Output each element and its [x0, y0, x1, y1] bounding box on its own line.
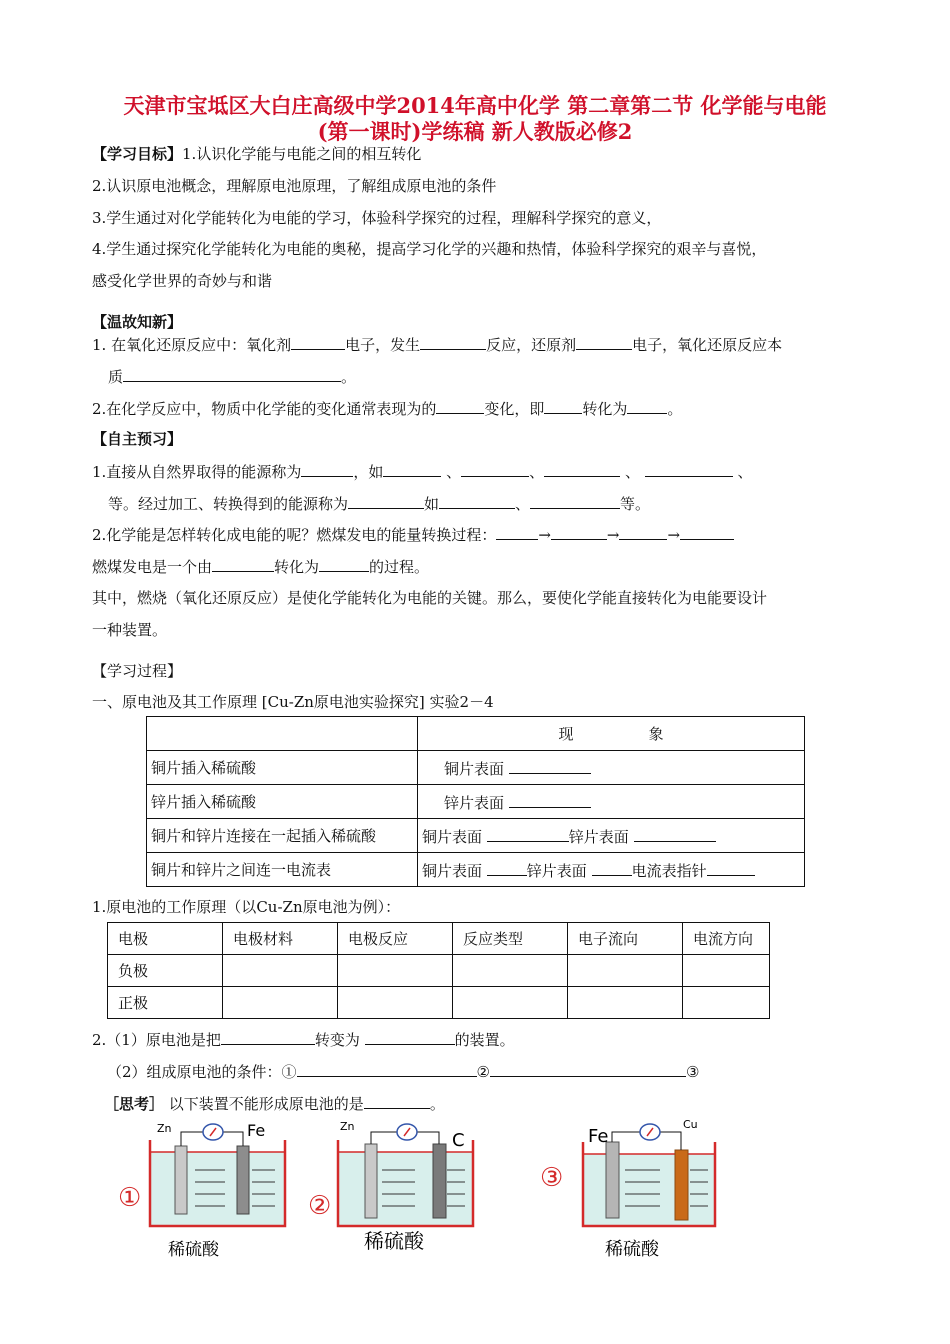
- table-row: [147, 717, 805, 751]
- table-row: [108, 923, 770, 955]
- blank[interactable]: [348, 492, 424, 509]
- preview-q2-text-f: 一种装置。: [92, 621, 168, 639]
- blank[interactable]: [291, 333, 345, 350]
- table-row: [147, 853, 805, 887]
- experiment-table: [146, 716, 805, 887]
- arrow: →: [606, 526, 620, 544]
- question-2-2-text-c: ③: [686, 1063, 700, 1081]
- galvanic-cell-figures: [0, 1110, 950, 1270]
- section-1-title: 一、原电池及其工作原理 [Cu-Zn原电池实验探究] 实验2－4: [92, 693, 494, 711]
- electrode: [237, 1146, 249, 1214]
- blank[interactable]: [509, 757, 591, 774]
- goals-line-1: [92, 143, 421, 165]
- table-cell[interactable]: [568, 955, 683, 987]
- goal-2: 2.认识原电池概念，理解原电池原理，了解组成原电池的条件: [92, 177, 497, 195]
- blank[interactable]: [487, 825, 569, 842]
- figure-3-solution-label: 稀硫酸: [605, 1239, 659, 1260]
- blank[interactable]: [645, 460, 733, 477]
- preview-q2-text-c: 转化为: [274, 558, 320, 576]
- review-q2-text-d: 。: [667, 400, 683, 418]
- title-line-1: 天津市宝坻区大白庄高级中学2014年高中化学 第二章第二节 化学能与电能: [123, 93, 827, 118]
- table-cell[interactable]: [683, 987, 770, 1019]
- principle-heading: 1.原电池的工作原理（以Cu-Zn原电池为例）：: [92, 898, 401, 916]
- preview-q2-text-d: 的过程。: [369, 558, 430, 576]
- figure-3-number: ③: [540, 1163, 564, 1193]
- table-header-cell: 反应类型: [453, 923, 568, 955]
- figure-1: [118, 1121, 285, 1260]
- blank[interactable]: [490, 1060, 686, 1077]
- table-cell: [418, 819, 805, 853]
- table-row: [147, 785, 805, 819]
- figure-1-left-label: Zn: [157, 1122, 172, 1135]
- blank[interactable]: [212, 555, 274, 572]
- table-row: [147, 819, 805, 853]
- arrow: →: [538, 526, 551, 544]
- review-q2-text-b: 变化，即: [484, 400, 545, 418]
- blank[interactable]: [319, 555, 369, 572]
- review-q2-text-c: 转化为: [582, 400, 628, 418]
- preview-q1-cont: [108, 492, 650, 515]
- goals-heading: 【学习目标】: [92, 145, 183, 163]
- figure-2-left-label: Zn: [340, 1120, 355, 1133]
- table-cell: 锌片插入稀硫酸: [147, 785, 418, 819]
- blank[interactable]: [680, 523, 734, 540]
- wire: [223, 1132, 243, 1146]
- table-cell[interactable]: [568, 987, 683, 1019]
- electrolyte: [583, 1154, 715, 1226]
- electrode: [606, 1142, 619, 1218]
- table-cell[interactable]: [223, 955, 338, 987]
- review-q1-cont: [108, 365, 356, 388]
- review-q1-text-e: 质: [108, 368, 124, 386]
- question-2-1-text-b: 转变为: [314, 1031, 360, 1049]
- preview-q1-text-d: 、: [529, 463, 545, 481]
- wire: [660, 1132, 681, 1150]
- review-q1-number: 1.: [92, 336, 107, 354]
- question-2-2-text-b: ②: [476, 1063, 490, 1081]
- preview-q2-text-e: 其中，燃烧（氧化还原反应）是使化学能转化为电能的关键。那么，要使化学能直接转化为电能要设计: [92, 589, 768, 607]
- goal-1: 1.认识化学能与电能之间的相互转化: [182, 145, 422, 163]
- review-q1-text-d: 电子，氧化还原反应本: [632, 336, 783, 354]
- blank[interactable]: [221, 1028, 315, 1045]
- think-end: 。: [429, 1095, 445, 1113]
- goal-3: 3.学生通过对化学能转化为电能的学习，体验科学探究的过程，理解科学探究的意义，: [92, 209, 662, 227]
- goal-4b: 感受化学世界的奇妙与和谐: [92, 272, 273, 290]
- preview-heading: 【自主预习】: [92, 430, 183, 448]
- question-2-2: [107, 1060, 699, 1083]
- table-header-cell: 现 象: [418, 717, 805, 751]
- preview-q1-text-h: 如: [424, 495, 440, 513]
- preview-q2: [92, 523, 734, 546]
- wire: [371, 1132, 397, 1144]
- think-text: 以下装置不能形成原电池的是: [168, 1095, 364, 1113]
- observation-label: 锌片表面: [568, 827, 629, 846]
- goal-4a: 4.学生通过探究化学能转化为电能的奥秘，提高学习化学的兴趣和热情，体验科学探究的艰辛与喜悦，: [92, 240, 767, 258]
- preview-q1-text-e: 、: [624, 463, 640, 481]
- blank[interactable]: [509, 791, 591, 808]
- electrolyte: [338, 1152, 473, 1226]
- table-cell: 铜片插入稀硫酸: [147, 751, 418, 785]
- blank[interactable]: [551, 523, 607, 540]
- observation-label: 铜片表面: [422, 861, 483, 880]
- review-q2-text-a: 2.在化学反应中，物质中化学能的变化通常表现为的: [92, 400, 437, 418]
- table-cell: [418, 853, 805, 887]
- observation-label: 电流表指针: [631, 861, 707, 880]
- preview-q1: [92, 460, 753, 483]
- review-q1-text-a: 在氧化还原反应中：氧化剂: [111, 336, 292, 354]
- blank[interactable]: [627, 397, 667, 414]
- preview-q1-text-c: 、: [446, 463, 462, 481]
- preview-q1-text-f: 、: [737, 463, 753, 481]
- preview-q2-cont: [92, 555, 429, 578]
- blank[interactable]: [461, 460, 529, 477]
- figure-3: [540, 1118, 715, 1260]
- blank[interactable]: [123, 365, 341, 382]
- figure-2-number: ②: [308, 1191, 332, 1221]
- question-2-1-text-a: 2.（1）原电池是把: [92, 1031, 221, 1049]
- blank[interactable]: [544, 460, 620, 477]
- observation-label: 锌片表面: [526, 861, 587, 880]
- table-row: [108, 955, 770, 987]
- table-header-cell: 电子流向: [568, 923, 683, 955]
- blank[interactable]: [436, 397, 484, 414]
- blank[interactable]: [439, 492, 515, 509]
- blank[interactable]: [707, 859, 755, 876]
- figure-1-right-label: Fe: [247, 1121, 266, 1140]
- figure-2: [308, 1120, 473, 1253]
- title-line-2: (第一课时)学练稿 新人教版必修2: [317, 119, 633, 144]
- preview-q1-text-g: 等。经过加工、转换得到的能源称为: [108, 495, 349, 513]
- table-cell: [418, 785, 805, 819]
- table-cell[interactable]: [223, 987, 338, 1019]
- wire: [612, 1132, 640, 1142]
- preview-q1-text-i: 、: [515, 495, 531, 513]
- table-row: [108, 987, 770, 1019]
- table-cell: 铜片和锌片之间连一电流表: [147, 853, 418, 887]
- electrode: [433, 1144, 446, 1218]
- electrode: [365, 1144, 377, 1218]
- blank[interactable]: [297, 1060, 477, 1077]
- blank[interactable]: [592, 859, 632, 876]
- table-header-cell: 电流方向: [683, 923, 770, 955]
- blank[interactable]: [365, 1028, 455, 1045]
- blank[interactable]: [364, 1092, 430, 1109]
- table-cell: [147, 717, 418, 751]
- preview-q2-text-a: 2.化学能是怎样转化成电能的呢？燃煤发电的能量转换过程：: [92, 526, 497, 544]
- table-cell: 铜片和锌片连接在一起插入稀硫酸: [147, 819, 418, 853]
- table-cell: [418, 751, 805, 785]
- table-cell[interactable]: [683, 955, 770, 987]
- electrode-table: [107, 922, 770, 1019]
- question-2-2-text-a: （2）组成原电池的条件：①: [107, 1063, 297, 1081]
- table-cell[interactable]: [453, 987, 568, 1019]
- blank[interactable]: [487, 859, 527, 876]
- figure-2-right-label: C: [452, 1130, 465, 1151]
- blank[interactable]: [576, 333, 632, 350]
- blank[interactable]: [383, 460, 441, 477]
- question-2-1-text-c: 的装置。: [454, 1031, 515, 1049]
- review-q1: [92, 333, 782, 356]
- figure-1-solution-label: 稀硫酸: [168, 1240, 219, 1260]
- figure-3-right-label: Cu: [683, 1118, 698, 1131]
- preview-q1-text-b: ，如: [353, 463, 384, 481]
- preview-q1-text-a: 1.直接从自然界取得的能源称为: [92, 463, 302, 481]
- process-heading: 【学习过程】: [92, 662, 183, 680]
- table-header-cell: 电极反应: [338, 923, 453, 955]
- observation-label: 铜片表面: [422, 827, 483, 846]
- table-cell[interactable]: [453, 955, 568, 987]
- preview-q1-text-j: 等。: [620, 495, 651, 513]
- question-2-1: [92, 1028, 515, 1051]
- review-q2: [92, 397, 682, 420]
- table-header-cell: 电极: [108, 923, 223, 955]
- wire: [181, 1132, 203, 1146]
- review-q1-text-f: 。: [341, 368, 357, 386]
- arrow: →: [667, 526, 681, 544]
- figure-2-solution-label: 稀硫酸: [364, 1229, 424, 1253]
- blank[interactable]: [496, 523, 538, 540]
- blank[interactable]: [544, 397, 582, 414]
- blank[interactable]: [530, 492, 620, 509]
- blank[interactable]: [301, 460, 353, 477]
- review-q1-text-c: 反应，还原剂: [486, 336, 577, 354]
- electrode: [675, 1150, 688, 1220]
- review-q1-text-b: 电子，发生: [345, 336, 421, 354]
- electrode: [175, 1146, 187, 1214]
- table-cell[interactable]: [338, 987, 453, 1019]
- observation-label: 锌片表面: [444, 793, 505, 812]
- review-heading: 【温故知新】: [92, 313, 183, 331]
- table-cell: 正极: [108, 987, 223, 1019]
- wire: [417, 1132, 439, 1144]
- blank[interactable]: [634, 825, 716, 842]
- think-label: ［思考］: [104, 1095, 165, 1113]
- electrolyte: [150, 1152, 285, 1226]
- figure-3-left-label: Fe: [588, 1126, 609, 1147]
- table-cell[interactable]: [338, 955, 453, 987]
- figure-1-number: ①: [118, 1183, 142, 1213]
- preview-q2-text-b: 燃煤发电是一个由: [92, 558, 213, 576]
- blank[interactable]: [420, 333, 486, 350]
- table-header-cell: 电极材料: [223, 923, 338, 955]
- observation-label: 铜片表面: [444, 759, 505, 778]
- table-row: [147, 751, 805, 785]
- blank[interactable]: [619, 523, 667, 540]
- table-cell: 负极: [108, 955, 223, 987]
